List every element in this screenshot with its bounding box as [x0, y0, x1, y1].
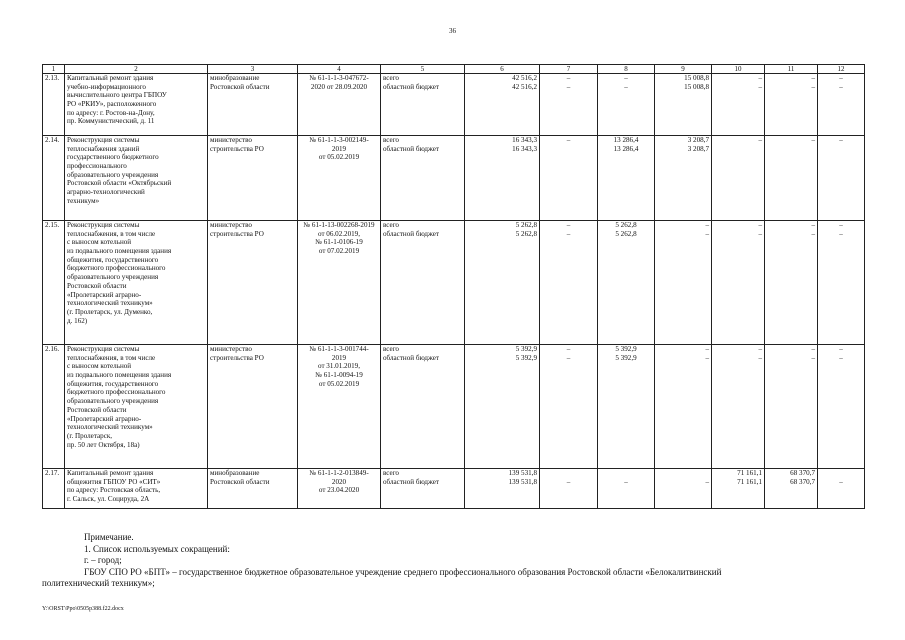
amount-value: 42 516,2: [512, 82, 537, 91]
notes-item-1: 1. Список используемых сокращений:: [84, 543, 230, 554]
object-name-cell: [65, 74, 208, 136]
amount-cell: [712, 221, 765, 345]
amount-value: 71 161,1: [737, 477, 762, 486]
object-name-line: технологический техникум»: [67, 423, 153, 432]
object-name-line: г. Сальск, ул. Социрудa, 2А: [67, 495, 150, 504]
object-name-line: образовательного учреждения: [67, 397, 159, 406]
object-name-line: из подвального помещения здания: [67, 371, 172, 380]
object-name-line: пр. 50 лет Октября, 18а): [67, 440, 140, 449]
object-name-line: профессионального: [67, 162, 127, 171]
table-row: [43, 136, 865, 221]
organization-line: строительства РО: [210, 229, 264, 238]
amount-value: –: [811, 229, 815, 238]
funding-source: всего: [383, 221, 399, 229]
object-name-line: техникум»: [67, 196, 100, 205]
amount-value: –: [811, 353, 815, 362]
amount-cell: [540, 221, 598, 345]
amount-cell: [765, 136, 818, 221]
object-name-cell: [65, 136, 208, 221]
organization-cell: [208, 221, 298, 345]
object-name-line: Капитальный ремонт здания: [67, 74, 154, 82]
amount-cell: [765, 74, 818, 136]
object-name-line: по адресу: г. Ростов-на-Дону,: [67, 108, 155, 117]
amount-value: 5 262,8: [615, 221, 637, 229]
amount-value: [657, 469, 709, 478]
amount-value: –: [705, 477, 709, 486]
amount-value: –: [566, 74, 571, 82]
amount-value: –: [839, 221, 843, 229]
amount-value: –: [811, 136, 815, 144]
row-number: 2.17.: [45, 469, 60, 477]
amount-value: –: [811, 74, 815, 82]
amount-cell: [465, 74, 540, 136]
amount-value: –: [566, 136, 571, 144]
object-name-cell: [65, 221, 208, 345]
funding-source: областной бюджет: [383, 144, 440, 153]
amount-value: –: [758, 136, 762, 144]
amount-cell: [655, 221, 712, 345]
document-line: от 23.04.2020: [318, 486, 360, 495]
funding-source-cell: [381, 136, 465, 221]
amount-value: [714, 145, 762, 154]
amount-value: [820, 469, 862, 478]
row-number-cell: [43, 469, 65, 509]
object-name-line: Ростовской области: [67, 405, 127, 414]
document-line: № 61-1-13-002268-2019: [303, 221, 375, 229]
amount-cell: [655, 74, 712, 136]
row-number-cell: [43, 221, 65, 345]
amount-cell: [540, 469, 598, 509]
object-name-line: РО «РКИУ», расположенного: [67, 100, 157, 109]
object-name-line: пр. Коммунистический, д. 11: [67, 117, 155, 126]
object-name-line: Реконструкция системы: [67, 345, 140, 353]
page-number: 36: [449, 27, 456, 35]
amount-value: –: [566, 353, 571, 362]
document-line: 2020 от 28.09.2020: [310, 82, 368, 91]
amount-value: –: [705, 345, 709, 353]
object-name-line: государственного бюджетного: [67, 153, 159, 162]
organization-line: министерство: [210, 136, 252, 144]
amount-value: 139 531,8: [508, 469, 537, 477]
object-name-line: образовательного учреждения: [67, 273, 159, 282]
row-number-cell: [43, 74, 65, 136]
row-number: 2.14.: [45, 136, 60, 144]
amount-value: –: [705, 229, 709, 238]
amount-cell: [598, 221, 655, 345]
amount-value: 3 208,7: [687, 144, 709, 153]
notes: [42, 532, 864, 590]
object-name-cell: [65, 469, 208, 509]
funding-source: всего: [383, 345, 399, 353]
amount-value: 42 516,2: [512, 74, 537, 82]
amount-value: –: [758, 82, 762, 91]
object-name-line: с выносом котельной: [67, 362, 132, 371]
amount-value: –: [758, 345, 762, 353]
amount-cell: [818, 74, 865, 136]
document-line: от 05.02.2019: [318, 153, 360, 162]
notes-abbr-1: г. – город;: [84, 555, 122, 565]
amount-value: –: [624, 74, 628, 82]
amount-cell: [598, 74, 655, 136]
amount-value: –: [758, 229, 762, 238]
document-line: от 07.02.2019: [318, 247, 360, 256]
funding-source-cell: [381, 74, 465, 136]
amount-cell: [598, 136, 655, 221]
column-header: 10: [712, 65, 765, 74]
document-cell: [298, 136, 381, 221]
column-header: 7: [540, 65, 598, 74]
table-row: [43, 469, 865, 509]
document-line: № 61-1-1-3-002149-: [309, 136, 369, 144]
amount-cell: [765, 345, 818, 469]
object-name-line: Реконструкция системы: [67, 136, 140, 144]
amount-value: –: [811, 345, 815, 353]
amount-value: 5 262,8: [515, 221, 537, 229]
amount-value: 5 262,8: [515, 229, 537, 238]
amount-value: [820, 145, 862, 154]
organization-line: Ростовской области: [210, 477, 270, 486]
document-line: от 05.02.2019: [318, 379, 360, 388]
object-name-line: из подвального помещения здания: [67, 247, 172, 256]
amount-cell: [818, 136, 865, 221]
organization-line: Ростовской области: [210, 82, 270, 91]
object-name-line: (г. Пролетарск,: [67, 431, 113, 440]
object-name-line: образовательного учреждения: [67, 170, 159, 179]
notes-abbr-2-line-2: политехнический техникум»;: [42, 578, 155, 588]
amount-value: –: [811, 82, 815, 91]
amount-cell: [540, 345, 598, 469]
amount-cell: [540, 74, 598, 136]
organization-cell: [208, 136, 298, 221]
organization-line: строительства РО: [210, 144, 264, 153]
document-line: № 61-1-0106-19: [315, 238, 363, 247]
amount-value: 5 392,9: [515, 353, 537, 362]
investment-table: [42, 64, 865, 509]
amount-cell: [818, 221, 865, 345]
amount-value: –: [705, 221, 709, 229]
organization-cell: [208, 469, 298, 509]
funding-source: областной бюджет: [383, 353, 440, 362]
funding-source: областной бюджет: [383, 477, 440, 486]
organization-line: минобразование: [210, 74, 260, 82]
column-header: 2: [65, 65, 208, 74]
document-line: № 61-1-1-3-001744-: [309, 345, 369, 353]
amount-cell: [540, 136, 598, 221]
object-name-line: учебно-информационного: [67, 82, 146, 91]
amount-cell: [712, 74, 765, 136]
amount-value: [600, 469, 652, 478]
amount-value: –: [811, 221, 815, 229]
document-cell: [298, 74, 381, 136]
document-line: № 61-1-1-2-013849-: [309, 469, 369, 477]
row-number: 2.13.: [45, 74, 60, 82]
document-line: от 06.02.2019,: [317, 229, 361, 238]
table-row: [43, 74, 865, 136]
amount-value: [767, 145, 815, 154]
object-name-line: «Пролетарский аграрно-: [67, 290, 142, 299]
amount-value: –: [705, 353, 709, 362]
amount-value: –: [839, 345, 843, 353]
amount-value: 71 161,1: [737, 469, 762, 477]
amount-cell: [598, 469, 655, 509]
row-number-cell: [43, 345, 65, 469]
object-name-line: Реконструкция системы: [67, 221, 140, 229]
amount-value: –: [839, 229, 843, 238]
object-name-line: общежития, государственного: [67, 379, 159, 388]
amount-value: –: [758, 221, 762, 229]
funding-source-cell: [381, 469, 465, 509]
document-line: 2019: [331, 144, 347, 153]
organization-cell: [208, 74, 298, 136]
object-name-line: по адресу: Ростовская область,: [67, 486, 161, 495]
amount-cell: [765, 221, 818, 345]
amount-cell: [655, 136, 712, 221]
amount-value: 68 370,7: [790, 469, 815, 477]
column-header: 11: [765, 65, 818, 74]
amount-value: –: [566, 477, 571, 486]
amount-value: 5 262,8: [615, 229, 637, 238]
amount-cell: [712, 469, 765, 509]
column-header: 5: [381, 65, 465, 74]
document-line: № 61-1-0094-19: [315, 371, 363, 380]
funding-source-cell: [381, 221, 465, 345]
amount-cell: [465, 345, 540, 469]
amount-cell: [655, 345, 712, 469]
table-row: [43, 221, 865, 345]
organization-line: министерство: [210, 221, 252, 229]
amount-value: 15 008,8: [684, 74, 709, 82]
column-header: 4: [298, 65, 381, 74]
document-cell: [298, 345, 381, 469]
object-name-cell: [65, 345, 208, 469]
amount-value: –: [758, 353, 762, 362]
row-number: 2.16.: [45, 345, 60, 353]
amount-value: [542, 145, 595, 154]
organization-line: минобразование: [210, 469, 260, 477]
organization-line: министерство: [210, 345, 252, 353]
amount-cell: [465, 136, 540, 221]
column-header-row: [43, 65, 865, 74]
amount-value: 5 392,9: [615, 353, 637, 362]
amount-value: –: [839, 82, 843, 91]
object-name-line: «Пролетарский аграрно-: [67, 414, 142, 423]
amount-value: 68 370,7: [790, 477, 815, 486]
object-name-line: теплоснабжения, в том числе: [67, 353, 156, 362]
column-header: 1: [43, 65, 65, 74]
column-header: 9: [655, 65, 712, 74]
amount-cell: [712, 136, 765, 221]
amount-value: –: [839, 477, 843, 486]
object-name-line: общежития, государственного: [67, 255, 159, 264]
object-name-line: Ростовской области «Октябрьский: [67, 179, 172, 188]
amount-value: –: [566, 82, 571, 91]
object-name-line: технологический техникум»: [67, 299, 153, 308]
column-header: 12: [818, 65, 865, 74]
amount-cell: [818, 345, 865, 469]
amount-value: –: [758, 74, 762, 82]
amount-value: [542, 469, 595, 478]
object-name-line: д. 162): [67, 316, 88, 325]
document-cell: [298, 221, 381, 345]
object-name-line: бюджетного профессионального: [67, 388, 166, 397]
amount-cell: [655, 469, 712, 509]
row-number-cell: [43, 136, 65, 221]
funding-source: всего: [383, 469, 399, 477]
organization-cell: [208, 345, 298, 469]
amount-value: –: [624, 477, 628, 486]
amount-value: 13 286,4: [613, 144, 639, 153]
amount-value: –: [839, 353, 843, 362]
object-name-line: с выносом котельной: [67, 238, 132, 247]
column-header: 3: [208, 65, 298, 74]
amount-value: 16 343,3: [512, 144, 537, 153]
amount-value: –: [566, 221, 571, 229]
object-name-line: (г. Пролетарск, ул. Думенко,: [67, 307, 153, 316]
organization-line: строительства РО: [210, 353, 264, 362]
funding-source: всего: [383, 136, 399, 144]
object-name-line: теплоснабжения, в том числе: [67, 229, 156, 238]
amount-value: –: [839, 136, 843, 144]
notes-heading: Примечание.: [84, 532, 134, 542]
document-line: № 61-1-1-3-047672-: [309, 74, 369, 82]
row-number: 2.15.: [45, 221, 60, 229]
amount-value: 5 392,9: [515, 345, 537, 353]
amount-cell: [598, 345, 655, 469]
column-header: 6: [465, 65, 540, 74]
object-name-line: бюджетного профессионального: [67, 264, 166, 273]
amount-value: 13 286,4: [613, 136, 639, 144]
amount-value: 16 343,3: [512, 136, 537, 144]
document-line: 2020: [331, 477, 347, 486]
amount-cell: [465, 469, 540, 509]
document-line: от 31.01.2019,: [317, 362, 361, 371]
object-name-line: Ростовской области: [67, 281, 127, 290]
document-cell: [298, 469, 381, 509]
object-name-line: общежития ГБПОУ РО «СИТ»: [67, 477, 161, 486]
amount-cell: [765, 469, 818, 509]
amount-value: 3 208,7: [687, 136, 709, 144]
amount-value: 5 392,9: [615, 345, 637, 353]
amount-cell: [465, 221, 540, 345]
file-path: Y:\ORST\Ppo\0505p388.f22.docx: [42, 606, 124, 612]
amount-cell: [712, 345, 765, 469]
object-name-line: аграрно-технологический: [67, 188, 145, 197]
document-line: 2019: [331, 353, 347, 362]
table-row: [43, 345, 865, 469]
funding-source: областной бюджет: [383, 229, 440, 238]
amount-cell: [818, 469, 865, 509]
amount-value: 15 008,8: [684, 82, 709, 91]
object-name-line: вычислительного центра ГБПОУ: [67, 91, 167, 100]
funding-source: всего: [383, 74, 399, 82]
amount-value: –: [839, 74, 843, 82]
amount-value: –: [624, 82, 628, 91]
amount-value: –: [566, 229, 571, 238]
amount-value: 139 531,8: [508, 477, 537, 486]
notes-abbr-2-line-1: ГБОУ СПО РО «БПТ» – государственное бюджетное образовательное учреждение среднего профессионального образования Ростовской области «Белокалитвинский: [84, 566, 722, 577]
column-header: 8: [598, 65, 655, 74]
funding-source-cell: [381, 345, 465, 469]
funding-source: областной бюджет: [383, 82, 440, 91]
object-name-line: теплоснабжения зданий: [67, 144, 140, 153]
amount-value: –: [566, 345, 571, 353]
object-name-line: Капитальный ремонт здания: [67, 469, 154, 477]
